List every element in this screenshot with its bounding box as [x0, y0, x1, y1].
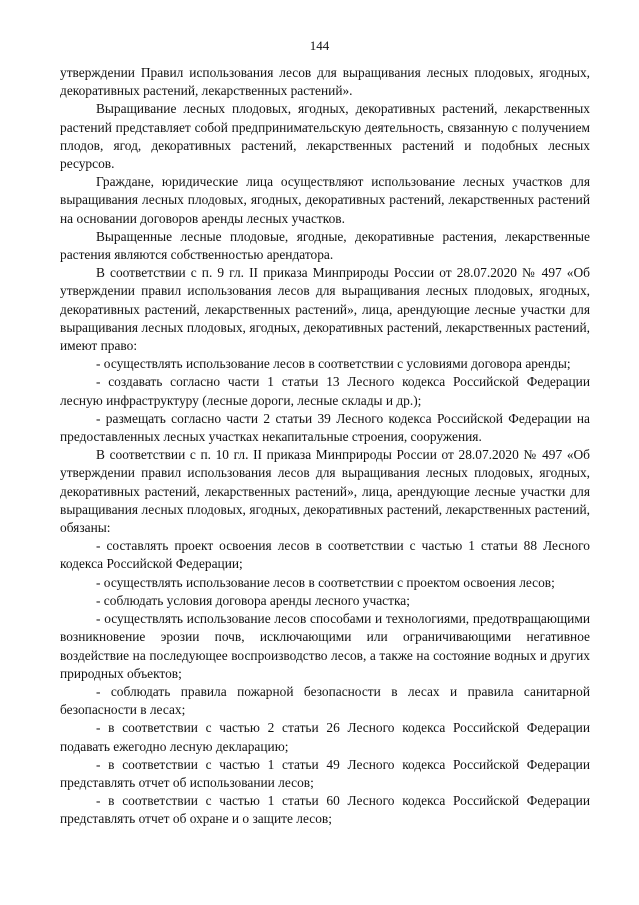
list-item: - соблюдать условия договора аренды лесного участка;: [96, 592, 410, 608]
page-number: 144: [309, 38, 330, 53]
list-item: - размещать согласно части 2 статьи 39 Лесного кодекса Российской Федерации на предоставленных лесных участках некапитальные строения, сооружения.: [60, 410, 590, 445]
list-item: - осуществлять использование лесов в соответствии с условиями договора аренды;: [96, 356, 571, 372]
list-item: - в соответствии с частью 1 статьи 60 Лесного кодекса Российской Федерации представлять отчет об охране и о защите лесов;: [60, 793, 590, 827]
list-item: - соблюдать правила пожарной безопасности в лесах и правила санитарной безопасности в лесах;: [60, 683, 590, 718]
paragraph: утверждении Правил использования лесов для выращивания лесных плодовых, ягодных, декоративных растений, лекарственных растений».: [60, 65, 590, 99]
list-item: - в соответствии с частью 2 статьи 26 Лесного кодекса Российской Федерации подавать ежегодно лесную декларацию;: [60, 720, 590, 754]
list-item: - осуществлять использование лесов в соответствии с проектом освоения лесов;: [96, 574, 555, 590]
paragraph: В соответствии с п. 9 гл. II приказа Минприроды России от 28.07.2020 № 497 «Об утверждении правил использования лесов для выращивания лесных плодовых, ягодных, декоративных растений, лекарственных растений», лица, арендующие лесные участки для выращивания лесных плодовых, ягодных, декоративных растений, лекарственных растений, имеют право:: [60, 265, 590, 354]
list-item: - в соответствии с частью 1 статьи 49 Лесного кодекса Российской Федерации представлять отчет об использовании лесов;: [60, 756, 590, 790]
paragraph: Выращенные лесные плодовые, ягодные, декоративные растения, лекарственные растения являются собственностью арендатора.: [60, 228, 590, 263]
body-text: [60, 64, 590, 829]
paragraph: Выращивание лесных плодовых, ягодных, декоративных растений, лекарственных растений представляет собой предпринимательскую деятельность, связанную с получением плодов, ягод, декоративных растений, лекарственных растений и подобных лесных ресурсов.: [60, 101, 590, 172]
list-item: - создавать согласно части 1 статьи 13 Лесного кодекса Российской Федерации лесную инфраструктуру (лесные дороги, лесные склады и др.);: [60, 374, 590, 408]
list-item: - осуществлять использование лесов способами и технологиями, предотвращающими возникновение эрозии почв, исключающими или ограничивающими негативное воздействие на последующее воспроизводство лесов, а также на состояние водных и других природных объектов;: [60, 611, 590, 681]
paragraph: Граждане, юридические лица осуществляют использование лесных участков для выращивания лесных плодовых, ягодных, декоративных растений, лекарственных растений на основании договоров аренды лесных участков.: [60, 174, 590, 226]
list-item: - составлять проект освоения лесов в соответствии с частью 1 статьи 88 Лесного кодекса Российской Федерации;: [60, 538, 590, 572]
paragraph: В соответствии с п. 10 гл. II приказа Минприроды России от 28.07.2020 № 497 «Об утверждении правил использования лесов для выращивания лесных плодовых, ягодных, декоративных растений, лекарственных растений», лица, арендующие лесные участки для выращивания лесных плодовых, ягодных, декоративных растений, лекарственных растений, обязаны:: [60, 447, 590, 536]
